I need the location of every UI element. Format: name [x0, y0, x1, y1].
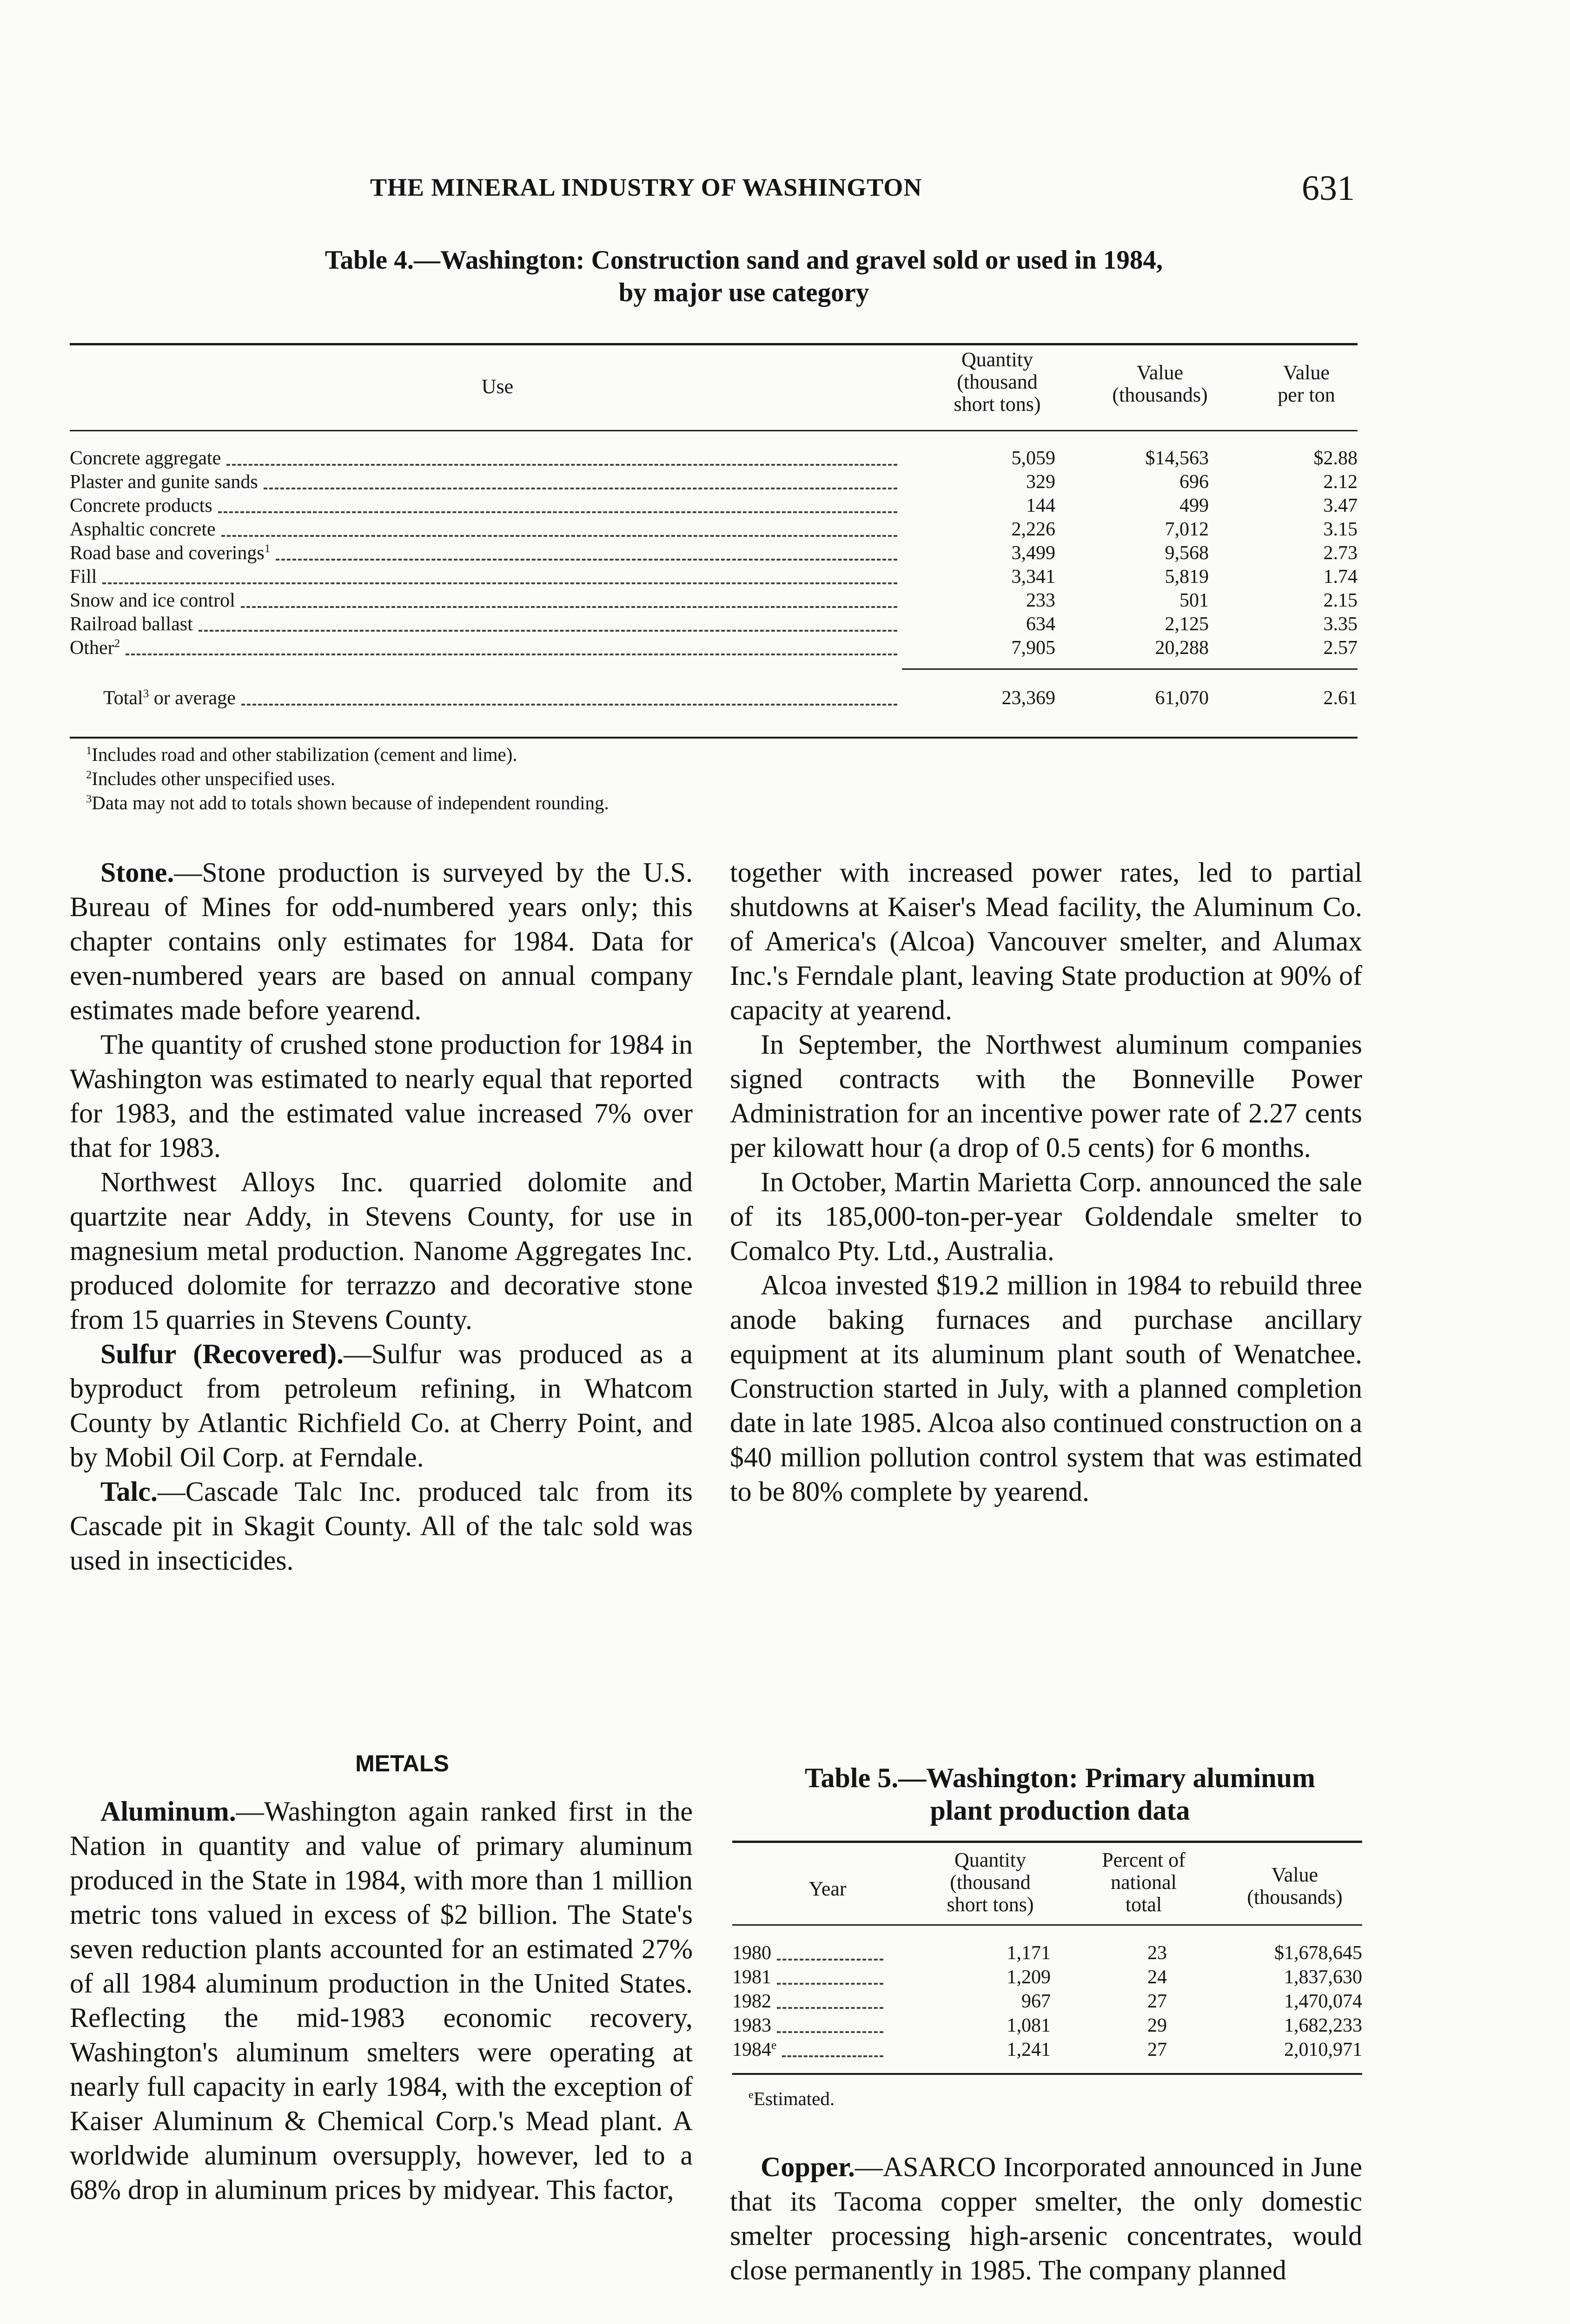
alcoa-paragraph: Alcoa invested $19.2 million in 1984 to rebuild three anode baking furnaces and purchase ancillary equipment at its aluminum plant south of Wenatchee. Construction started in July, with a planned completion date in late 1985. Alcoa also continued construction on a $40 million pollution control system that was estimated to be 80% complete by yearend.: [730, 1270, 1362, 1507]
table4-row-per-ton: 1.74: [1323, 566, 1358, 588]
metals-heading: METALS: [355, 1750, 449, 1776]
bonneville-paragraph: In September, the Northwest aluminum companies signed contracts with the Bonneville Power Administration for an incentive power rate of 2.27 cents per kilowatt hour (a drop of 0.5 cents) for 6 months.: [730, 1029, 1362, 1163]
table4-row-per-ton: 2.73: [1323, 542, 1358, 564]
table4-row-label: Other$^2$: [70, 637, 120, 659]
table4-title: Table 4.—Washington: Construction sand and gravel sold or used in 1984, by major use category: [325, 245, 1163, 307]
table4-row-quantity: 2,226: [1011, 519, 1055, 540]
table4-col-value: Value (thousands): [1112, 361, 1208, 406]
table4-footnote-2: $^2$Includes other unspecified uses.: [86, 768, 336, 789]
table4-row-value: 20,288: [1155, 637, 1209, 659]
table4-row-label: Fill: [70, 566, 97, 588]
table5-row-leader: [782, 2055, 883, 2057]
table4-row-per-ton: $2.88: [1313, 448, 1358, 469]
table5-row-leader: [777, 2031, 883, 2033]
table5-row-year: 1982: [732, 1991, 771, 2012]
table5-row-year: 1983: [732, 2015, 771, 2036]
table4-row-value: $14,563: [1145, 448, 1209, 469]
talc-paragraph: Talc.—Cascade Talc Inc. produced talc from its Cascade pit in Skagit County. All of the talc sold was used in insecticides.: [70, 1476, 693, 1576]
table4-row-quantity: 634: [1026, 614, 1055, 635]
table5-row-leader: [777, 1983, 883, 1985]
table4-row-quantity: 5,059: [1011, 448, 1055, 469]
martin-marietta-paragraph: In October, Martin Marietta Corp. announced the sale of its 185,000-ton-per-year Goldendale smelter to Comalco Pty. Ltd., Australia.: [730, 1167, 1362, 1266]
table5-row-quantity: 1,241: [1007, 2039, 1051, 2060]
table5-row-leader: [777, 1959, 883, 1961]
table4-row-leader: [199, 630, 897, 632]
table4-row-leader: [218, 511, 897, 513]
table4-total-label: Total$^3$ or average: [103, 687, 236, 709]
table4-row-quantity: 7,905: [1011, 637, 1055, 659]
page-number: 631: [1302, 169, 1355, 208]
table4-row-leader: [102, 582, 897, 584]
table4-row-per-ton: 2.15: [1323, 590, 1358, 611]
table4-row-value: 499: [1179, 495, 1209, 516]
table4-row-per-ton: 2.57: [1323, 637, 1358, 659]
right-column-bottom: [730, 2150, 1362, 2287]
stone-paragraph-2: The quantity of crushed stone production for 1984 in Washington was estimated to nearly equal that reported for 1983, and the estimated value increased 7% over that for 1983.: [70, 1029, 693, 1163]
table5-row-leader: [777, 2007, 883, 2009]
table4-row-label: Plaster and gunite sands: [70, 471, 258, 493]
table4-row-value: 7,012: [1165, 519, 1209, 540]
aluminum-paragraph: Aluminum.—Washington again ranked first in the Nation in quantity and value of primary aluminum produced in the State in 1984, with more than 1 million metric tons valued in excess of $2 billion. The State's seven reduction plants accounted for an estimated 27% of all 1984 aluminum production in the United States. Reflecting the mid-1983 economic recovery, Washington's aluminum smelters were operating at nearly full capacity in early 1984, with the exception of Kaiser Aluminum & Chemical Corp.'s Mead plant. A worldwide aluminum oversupply, however, led to a 68% drop in aluminum prices by midyear. This factor,: [70, 1796, 693, 2205]
table4-col-per-ton: Value per ton: [1278, 361, 1335, 406]
sulfur-paragraph: Sulfur (Recovered).—Sulfur was produced as a byproduct from petroleum refining, in Whatcom County by Atlantic Richfield Co. at Cherry Point, and by Mobil Oil Corp. at Ferndale.: [70, 1339, 693, 1472]
table5-row-year: 1981: [732, 1967, 771, 1988]
table5-row-quantity: 967: [1021, 1991, 1051, 2012]
table5-row-percent: 27: [1147, 1991, 1167, 2012]
table4-row-label: Concrete products: [70, 495, 212, 516]
table5-row-percent: 29: [1147, 2015, 1167, 2036]
table5-footnote: $^e$Estimated.: [749, 2088, 835, 2109]
table4-col-use: Use: [481, 375, 514, 398]
left-column-bottom: [70, 1794, 693, 2207]
table4-bottom-rule: [70, 737, 1358, 739]
table4-col-quantity: Quantity (thousand short tons): [954, 348, 1041, 416]
table5-row-value: 1,470,074: [1284, 1991, 1362, 2012]
table4-row-per-ton: 3.15: [1323, 519, 1358, 540]
table5-row-year: 1980: [732, 1942, 771, 1964]
table4-footnote-1: $^1$Includes road and other stabilization (cement and lime).: [86, 744, 517, 765]
stone-paragraph-3: Northwest Alloys Inc. quarried dolomite and quartzite near Addy, in Stevens County, for use in magnesium metal production. Nanome Aggregates Inc. produced dolomite for terrazzo and decorative stone from 15 quarries in Stevens County.: [70, 1167, 693, 1335]
table4-total-value: 61,070: [1155, 687, 1209, 709]
table4-total-quantity: 23,369: [1001, 687, 1055, 709]
table4-row-quantity: 329: [1026, 471, 1055, 493]
running-header-title: THE MINERAL INDUSTRY OF WASHINGTON: [370, 173, 922, 201]
right-column-top: [730, 855, 1362, 1509]
table5-row-quantity: 1,171: [1007, 1942, 1051, 1964]
table5-row-percent: 27: [1147, 2039, 1167, 2060]
table4-row-label: Railroad ballast: [70, 614, 193, 635]
stone-paragraph-1: Stone.—Stone production is surveyed by the U.S. Bureau of Mines for odd-numbered years only; this chapter contains only estimates for 1984. Data for even-numbered years are based on annual company estimates made before yearend.: [70, 857, 693, 1025]
table5-row-value: $1,678,645: [1274, 1942, 1362, 1964]
table5-col-percent: Percent of national total: [1102, 1849, 1186, 1916]
table4-row-value: 5,819: [1165, 566, 1209, 588]
table4-row-value: 2,125: [1165, 614, 1209, 635]
table4-row-leader: [264, 488, 897, 489]
table4-row-quantity: 3,499: [1011, 542, 1055, 564]
table5-row-value: 1,682,233: [1284, 2015, 1362, 2036]
table4-row-leader: [276, 559, 897, 561]
table4-row-leader: [241, 606, 897, 608]
table4-total-leader: [241, 704, 897, 706]
table4-row-quantity: 233: [1026, 590, 1055, 611]
table4-row-per-ton: 2.12: [1323, 471, 1358, 493]
table4-row-leader: [226, 464, 897, 466]
table4-total-per-ton: 2.61: [1323, 687, 1358, 709]
table5-col-value: Value (thousands): [1247, 1863, 1343, 1908]
table4-subtotal-rule: [902, 668, 1358, 670]
table5-row-percent: 24: [1147, 1967, 1167, 1988]
table4-row-leader: [126, 654, 897, 655]
table4-row-quantity: 3,341: [1011, 566, 1055, 588]
table5-bottom-rule: [732, 2073, 1362, 2075]
table5-row-quantity: 1,081: [1007, 2015, 1051, 2036]
copper-paragraph: Copper.—ASARCO Incorporated announced in June that its Tacoma copper smelter, the only domestic smelter processing high-arsenic concentrates, would close permanently in 1985. The company planned: [730, 2152, 1362, 2285]
table4-row-per-ton: 3.35: [1323, 614, 1358, 635]
table5-row-value: 2,010,971: [1284, 2039, 1362, 2060]
table5-row-percent: 23: [1147, 1942, 1167, 1964]
table4-row-value: 9,568: [1165, 542, 1209, 564]
table5-header-rule: [732, 1924, 1362, 1926]
aluminum-continued-paragraph: together with increased power rates, led to partial shutdowns at Kaiser's Mead facility, the Aluminum Co. of America's (Alcoa) Vancouver smelter, and Alumax Inc.'s Ferndale plant, leaving State production at 90% of capacity at yearend.: [730, 857, 1362, 1025]
table5-row-year: 1984e: [732, 2039, 777, 2060]
table4-row-label: Snow and ice control: [70, 590, 235, 611]
table4-header-rule: [70, 430, 1358, 431]
table4-row-value: 696: [1179, 471, 1209, 493]
table5-top-rule: [732, 1841, 1362, 1843]
table5-row-quantity: 1,209: [1007, 1967, 1051, 1988]
table4-row-value: 501: [1179, 590, 1209, 611]
table4-top-rule: [70, 343, 1358, 345]
left-column-top: [70, 855, 693, 1578]
table5-col-year: Year: [808, 1877, 847, 1900]
table4-row-quantity: 144: [1026, 495, 1055, 516]
table5-title: Table 5.—Washington: Primary aluminum plant production data: [805, 1763, 1315, 1826]
table4-row-per-ton: 3.47: [1323, 495, 1358, 516]
table5-col-quantity: Quantity (thousand short tons): [947, 1849, 1034, 1916]
table5-row-value: 1,837,630: [1284, 1967, 1362, 1988]
table4-row-leader: [221, 535, 897, 537]
table4-footnote-3: $^3$Data may not add to totals shown because of independent rounding.: [86, 792, 609, 813]
table4-row-label: Road base and coverings$^1$: [70, 542, 271, 564]
table4-row-label: Concrete aggregate: [70, 448, 221, 469]
table4-row-label: Asphaltic concrete: [70, 519, 216, 540]
